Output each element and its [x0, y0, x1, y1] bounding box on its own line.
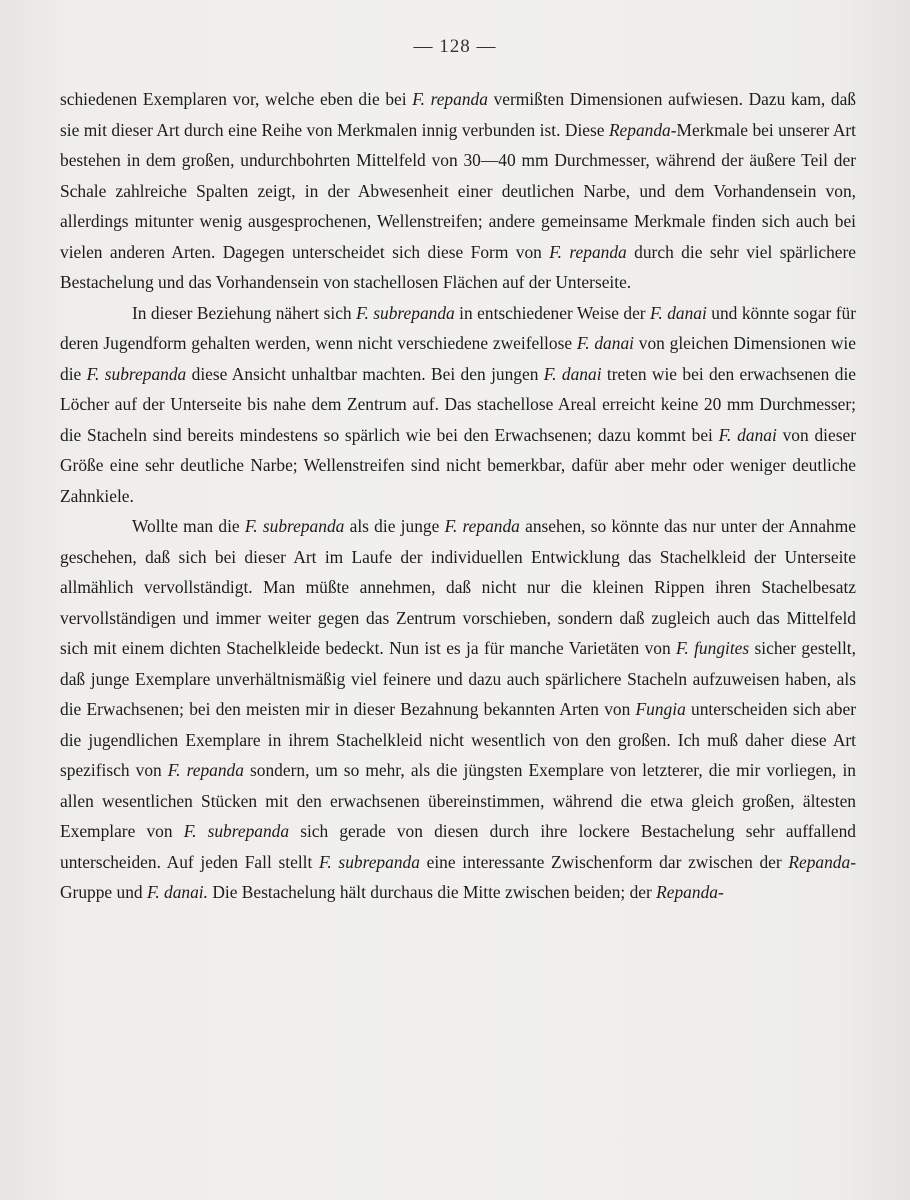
- taxon-name: Repanda: [788, 851, 851, 872]
- taxon-name: Repanda: [608, 119, 671, 140]
- body-text: [60, 84, 856, 908]
- taxon-name: F. subrepanda: [319, 851, 420, 872]
- taxon-name: F. subrepanda: [356, 302, 455, 323]
- text-run: -Merkmale bei unserer Art bestehen in dem großen, undurchbohrten Mittelfeld von 30—40 mm Durchmesser, während der äußere Teil der Schale zahlreiche Spalten zeigt, in der Abwesenheit einer deutlichen Narbe, und dem Vorhandensein von, allerdings mitunter wenig ausgesprochenen, Wellenstreifen; andere gemeinsame Merkmale finden sich auch bei vielen anderen Arten. Dagegen unterscheidet sich diese Form von: [60, 119, 857, 262]
- paragraph-2: [60, 298, 856, 512]
- text-run: durch die sehr viel spärlichere Bestachelung und das Vorhandensein von stachellosen Flächen auf der Unterseite.: [60, 241, 856, 292]
- text-run: diese Ansicht unhaltbar machten. Bei den jungen: [186, 363, 544, 384]
- text-run: unterscheiden sich aber die jugendlichen Exemplare in ihrem Stachelkleid nicht wesentlich von den großen. Ich muß daher diese Art spezifisch von: [60, 699, 856, 780]
- text-run: schiedenen Exemplaren vor, welche eben die bei: [60, 89, 413, 109]
- taxon-name: F. danai: [650, 302, 707, 323]
- paragraph-1: [60, 84, 856, 298]
- taxon-name: F. danai: [543, 363, 602, 384]
- text-run: und könnte sogar für deren Jugendform gehalten werden, wenn nicht verschiedene zweifellose: [60, 302, 856, 353]
- text-run: sondern, um so mehr, als die jüngsten Exemplare von letzterer, die mir vorliegen, in allen wesentlichen Stücken mit den erwachsenen übereinstimmen, während die etwa gleich großen, ältesten Exemplare von: [60, 760, 856, 841]
- taxon-name: F. subrepanda: [244, 516, 345, 536]
- text-run: von dieser Größe eine sehr deutliche Narbe; Wellenstreifen sind nicht bemerkbar, dafür aber mehr oder weniger deutliche Zahnkiele.: [60, 424, 856, 506]
- text-run: als die junge: [344, 516, 445, 536]
- text-run: sich gerade von diesen durch ihre lockere Bestachelung sehr auffallend unterscheiden. Auf jeden Fall stellt: [60, 821, 856, 872]
- taxon-name: Repanda-: [656, 882, 724, 902]
- taxon-name: F. danai: [576, 333, 634, 353]
- text-run: sicher gestellt, daß junge Exemplare unverhältnismäßig viel feinere und dazu auch spärlichere Stacheln aufzuweisen haben, als die Erwachsenen; bei den meisten mir in dieser Bezahnung bekannten Arten von: [60, 638, 856, 719]
- text-run: ansehen, so könnte das nur unter der Annahme geschehen, daß sich bei dieser Art im Laufe der individuellen Entwicklung das Stachelkleid der Unterseite allmählich vervollständigt. Man müßte annehmen, daß nicht nur die kleinen Rippen ihren Stachelbesatz vervollständigen und immer weiter gegen das Zentrum vorschieben, sondern daß zugleich auch das Mittelfeld sich mit einem dichten Stachelkleide bedeckt. Nun ist es ja für manche Varietäten von: [60, 516, 856, 658]
- text-run: In dieser Beziehung nähert sich: [132, 302, 357, 323]
- taxon-name: F. subrepanda: [86, 363, 187, 384]
- text-run: Wollte man die: [132, 516, 245, 536]
- taxon-name: F. repanda: [549, 241, 627, 262]
- text-run: -Gruppe und: [60, 851, 856, 902]
- taxon-name: Fungia: [635, 699, 686, 719]
- taxon-name: F. danai.: [146, 882, 208, 902]
- taxon-name: F. repanda: [412, 89, 488, 109]
- text-run: in entschiedener Weise der: [454, 302, 651, 323]
- text-run: Die Bestachelung hält durchaus die Mitte zwischen beiden; der: [207, 882, 657, 902]
- taxon-name: F. danai: [718, 424, 777, 445]
- text-run: vermißten Dimensionen aufwiesen. Dazu kam, daß sie mit dieser Art durch eine Reihe von Merkmalen innig verbunden ist. Diese: [60, 89, 856, 140]
- text-run: eine interessante Zwischenform dar zwischen der: [419, 851, 789, 872]
- page-number: — 128 —: [413, 36, 497, 57]
- taxon-name: F. subrepanda: [183, 821, 290, 841]
- taxon-name: F. repanda: [167, 760, 244, 780]
- paragraph-3: [60, 511, 856, 908]
- text-run: treten wie bei den erwachsenen die Löcher auf der Unterseite bis nahe dem Zentrum auf. Das stachellose Areal erreicht keine 20 mm Durchmesser; die Stacheln sind bereits mindestens so spärlich wie bei den Erwachsenen; dazu kommt bei: [60, 363, 856, 445]
- taxon-name: F. fungites: [676, 638, 750, 658]
- taxon-name: F. repanda: [444, 516, 520, 536]
- text-run: von gleichen Dimensionen wie die: [60, 333, 856, 384]
